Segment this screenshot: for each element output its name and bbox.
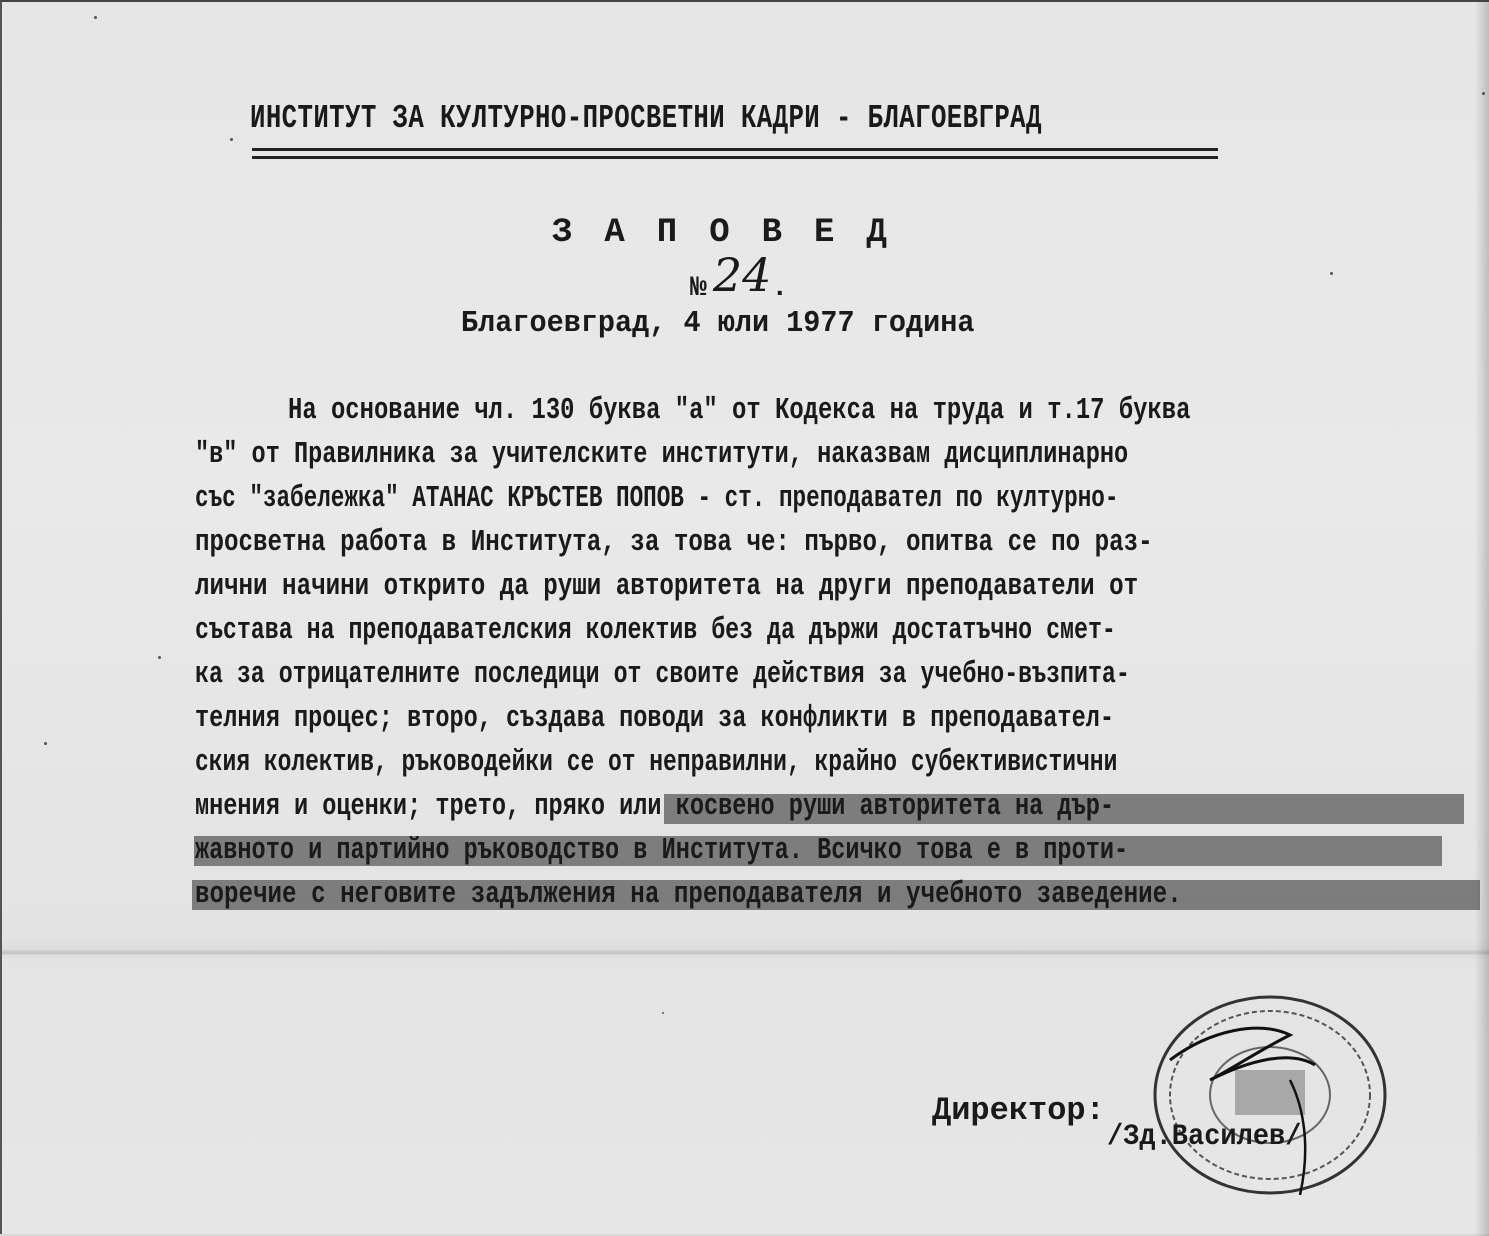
body-line: просветна работа в Института, за това че: първо, опитва се по раз-: [195, 525, 1153, 560]
body-line: лични начини открито да руши авторитета на други преподаватели от: [195, 569, 1139, 604]
body-line: воречие с неговите задължения на преподавателя и учебното заведение.: [195, 877, 1182, 912]
body-line: със "забележка" АТАНАС КРЪСТЕВ ПОПОВ - ст. преподавател по културно-: [195, 481, 1119, 516]
header-underline: [252, 148, 1218, 151]
header-underline: [252, 156, 1218, 159]
body-line: състава на преподавателския колектив без да държи достатъчно смет-: [195, 613, 1116, 648]
paper-speck: [1482, 92, 1485, 95]
body-line: телния процес; второ, създава поводи за конфликти в преподавател-: [195, 701, 1114, 736]
paper-fold: [2, 950, 1489, 956]
paper-edge-shadow: [1475, 2, 1489, 1236]
body-line: мнения и оценки; трето, пряко или косвено руши авторитета на дър-: [195, 789, 1114, 824]
number-prefix: №: [690, 273, 707, 304]
institute-header: ИНСТИТУТ ЗА КУЛТУРНО-ПРОСВЕТНИ КАДРИ - БЛАГОЕВГРАД: [250, 100, 1042, 137]
order-number-handwritten: 24: [712, 248, 772, 302]
official-seal-stamp: [1140, 990, 1390, 1200]
body-line: жавното и партийно ръководство в Института. Всичко това е в проти-: [195, 833, 1129, 868]
paper-speck: [662, 1012, 664, 1014]
director-name: /Зд.Василев/: [1107, 1120, 1302, 1154]
order-title: ЗАПОВЕД: [552, 214, 919, 252]
paper-speck: [1330, 272, 1333, 275]
order-number-line: [690, 248, 789, 306]
body-line: На основание чл. 130 буква "а" от Кодекса на труда и т.17 буква: [288, 393, 1191, 428]
paper-speck: [230, 138, 233, 141]
paper-speck: [94, 16, 97, 19]
paper-speck: [44, 742, 47, 745]
body-line: "в" от Правилника за учителските институти, наказвам дисциплинарно: [195, 437, 1129, 472]
order-date: Благоевград, 4 юли 1977 година: [461, 306, 975, 341]
body-line: ския колектив, ръководейки се от неправилни, крайно субективистични: [195, 745, 1118, 780]
director-label: Директор:: [932, 1092, 1105, 1129]
number-suffix: .: [771, 273, 789, 304]
body-line: ка за отрицателните последици от своите действия за учебно-възпита-: [195, 657, 1130, 692]
paper-speck: [158, 656, 161, 659]
